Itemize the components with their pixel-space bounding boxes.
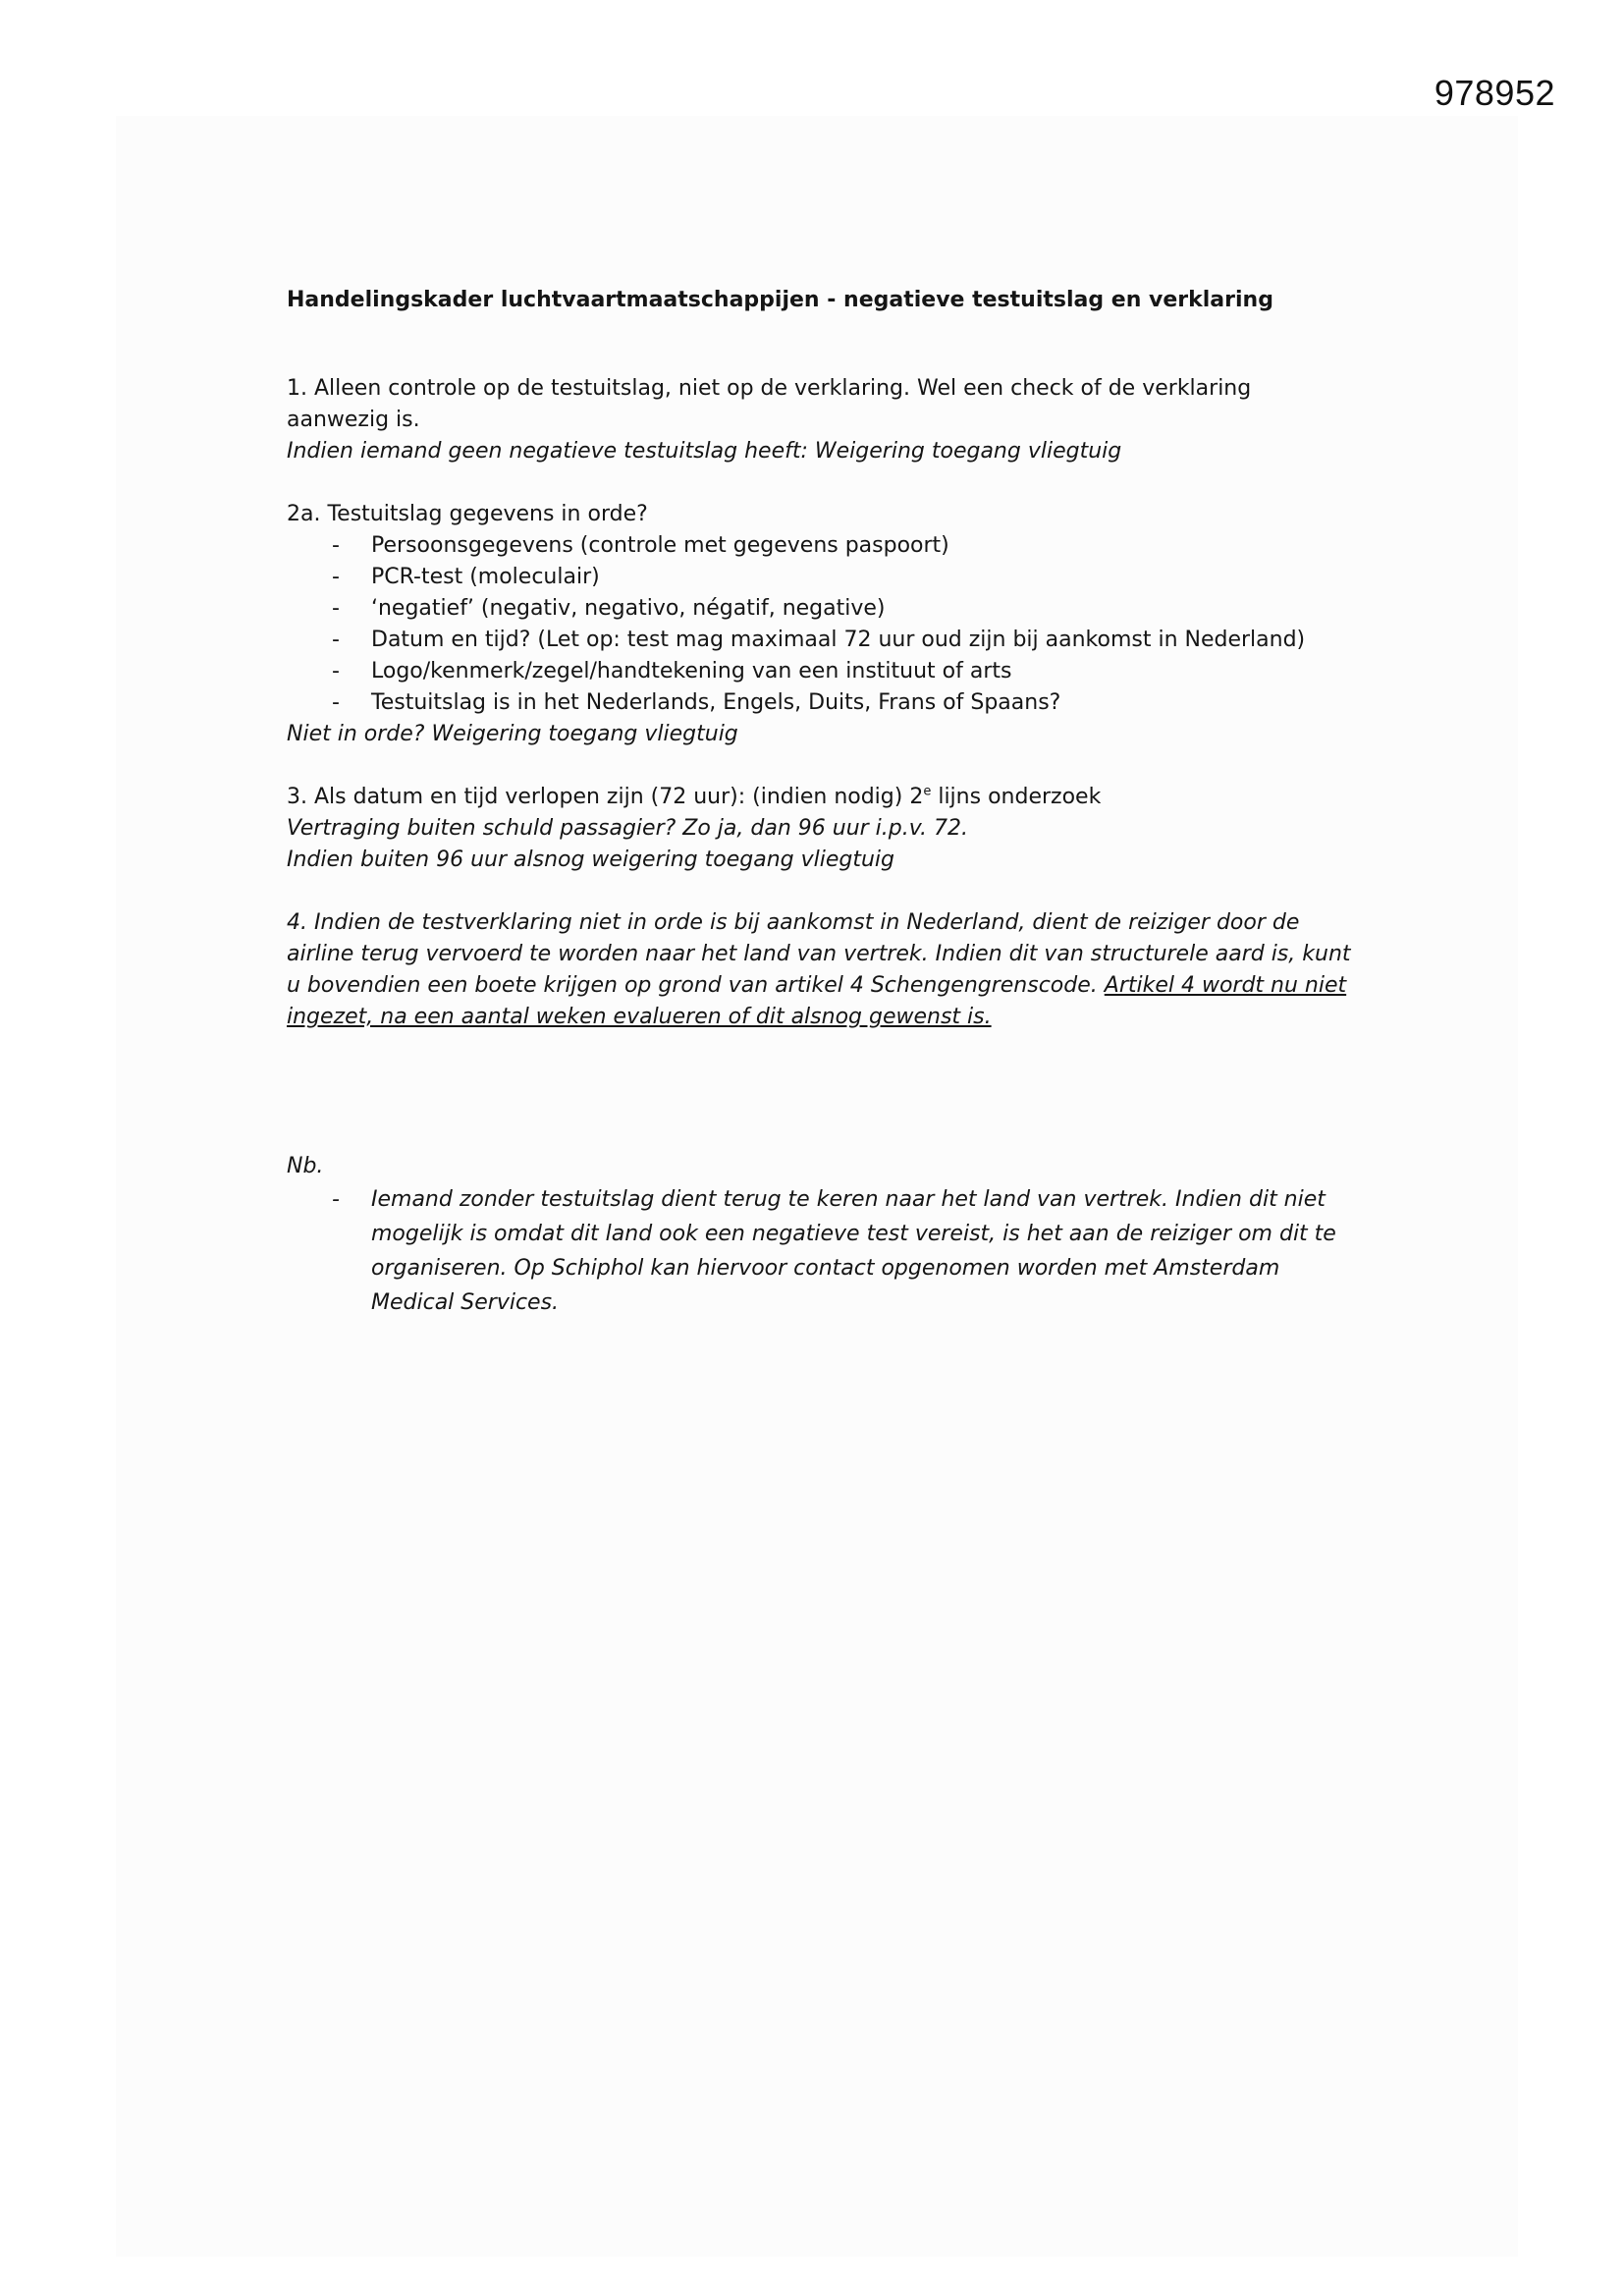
list-item: - Testuitslag is in het Nederlands, Engels, Duits, Frans of Spaans? (371, 687, 1357, 719)
document-title: Handelingskader luchtvaartmaatschappijen - negatieve testuitslag en verklaring (287, 288, 1273, 312)
section-2a-checklist (287, 530, 1357, 719)
section-1-consequence: Indien iemand geen negatieve testuitslag heeft: Weigering toegang vliegtuig (287, 439, 1122, 464)
list-item: - Datum en tijd? (Let op: test mag maximaal 72 uur oud zijn bij aankomst in Nederland) (371, 625, 1357, 656)
section-3-consequence: Indien buiten 96 uur alsnog weigering toegang vliegtuig (287, 847, 894, 872)
list-item: - Iemand zonder testuitslag dient terug te keren naar het land van vertrek. Indien dit niet mogelijk is omdat dit land ook een negatieve test vereist, is het aan de reiziger om dit te organiseren. Op Schiphol kan hiervoor contact opgenomen worden met Amsterdam Medical Services. (371, 1182, 1363, 1320)
section-3-heading-tail: lijns onderzoek (931, 785, 1102, 809)
section-3-heading-text: 3. Als datum en tijd verlopen zijn (72 uur): (indien nodig) 2 (287, 785, 924, 809)
list-item: - Persoonsgegevens (controle met gegevens paspoort) (371, 530, 1357, 562)
nb-label: Nb. (287, 1154, 324, 1178)
section-1-text: 1. Alleen controle op de testuitslag, niet op de verklaring. Wel een check of de verklaring aanwezig is. (287, 376, 1252, 432)
section-4-text (287, 907, 1357, 1033)
section-2a-heading: 2a. Testuitslag gegevens in orde? (287, 502, 648, 526)
list-item: - PCR-test (moleculair) (371, 562, 1357, 593)
document-number: 978952 (1434, 73, 1555, 113)
section-4-body: 4. Indien de testverklaring niet in orde is bij aankomst in Nederland, dient de reiziger door de airline terug vervoerd te worden naar het land van vertrek. Indien dit van structurele aard is, kunt u bovendien een boete krijgen op grond van artikel 4 Schengengrenscode. (287, 910, 1351, 998)
nb-list (287, 1182, 1363, 1320)
ordinal-superscript: e (923, 784, 932, 799)
section-2a-consequence: Niet in orde? Weigering toegang vliegtuig (287, 722, 738, 746)
list-item: - ‘negatief’ (negativ, negativo, négatif, negative) (371, 593, 1357, 625)
section-3-heading (287, 782, 1357, 813)
section-4-underlined-note: Artikel 4 wordt nu niet ingezet, na een aantal weken evalueren of dit alsnog gewenst is. (287, 973, 1347, 1029)
list-item: - Logo/kenmerk/zegel/handtekening van een instituut of arts (371, 656, 1357, 687)
document-body (287, 285, 1357, 1320)
section-3-delay-note: Vertraging buiten schuld passagier? Zo ja, dan 96 uur i.p.v. 72. (287, 816, 968, 841)
